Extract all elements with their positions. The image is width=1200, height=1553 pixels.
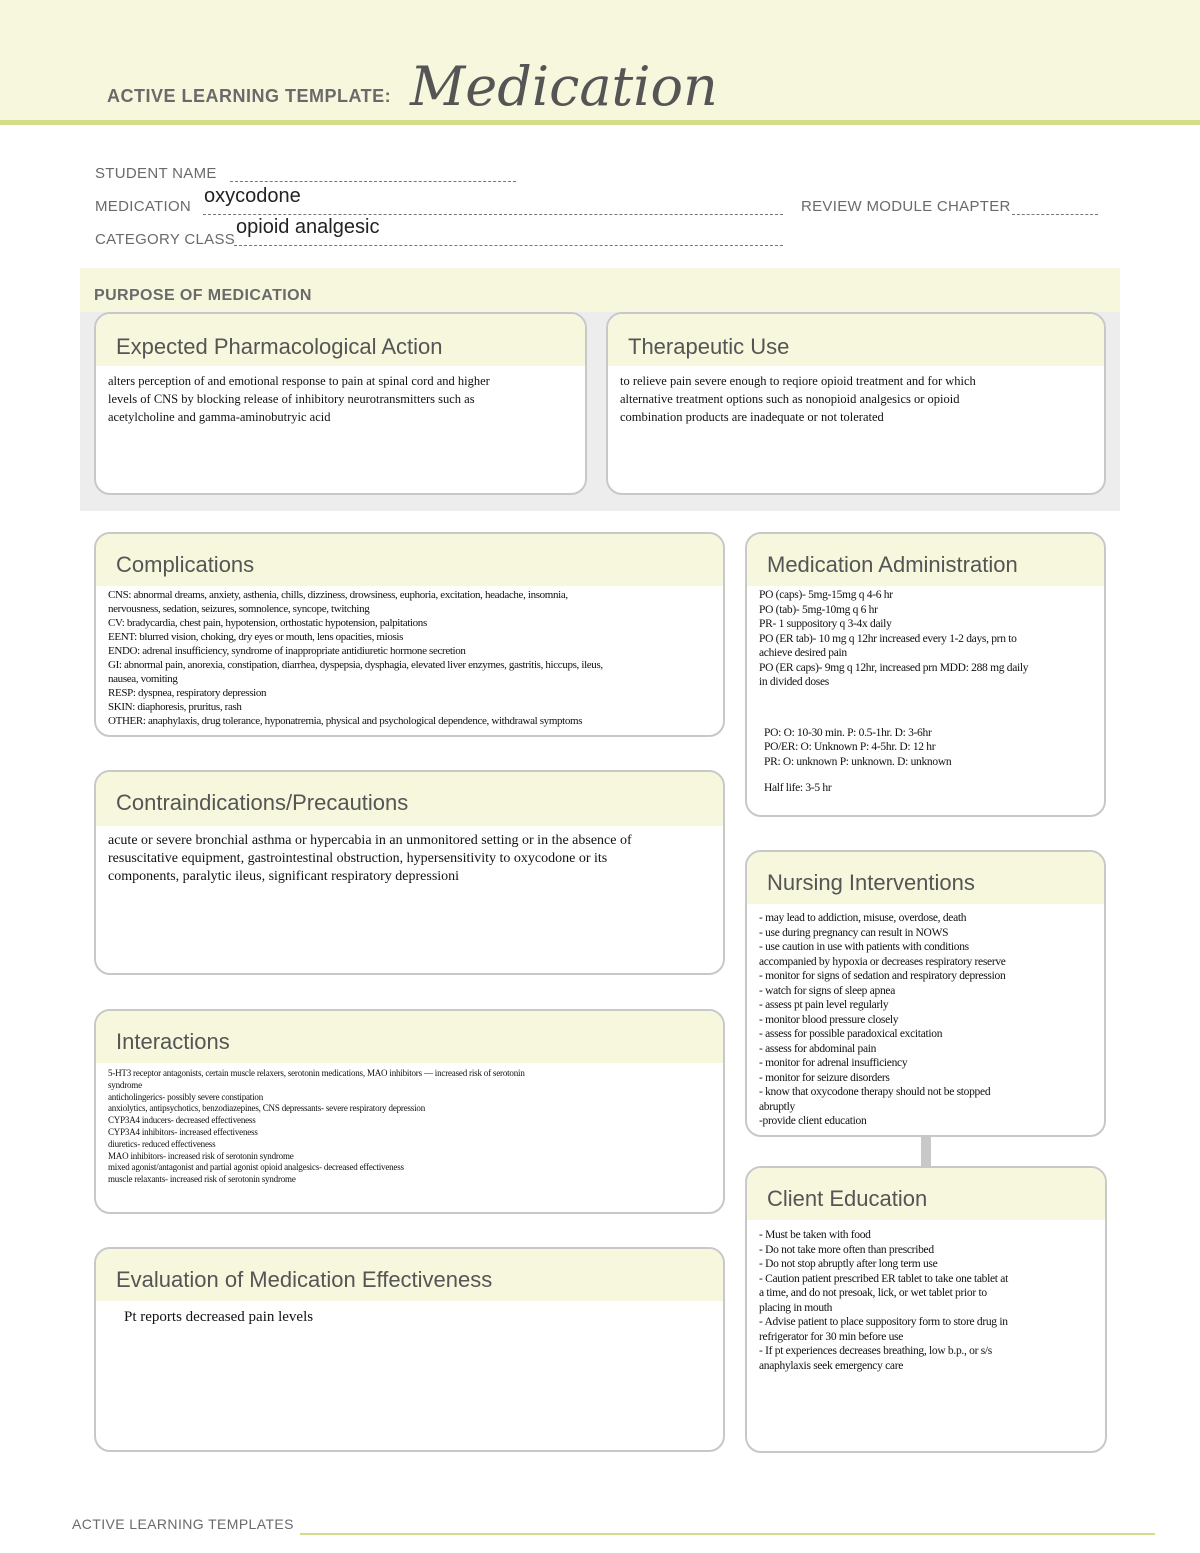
text-line: PR: O: unknown P: unknown. D: unknown xyxy=(764,755,952,768)
section-connector xyxy=(921,1136,931,1166)
text-line: ENDO: adrenal insufficiency, syndrome of inappropriate antidiuretic hormone secretion xyxy=(108,645,466,657)
text-line: - If pt experiences decreases breathing, low b.p., or s/s xyxy=(759,1345,992,1357)
text-line: levels of CNS by blocking release of inhibitory neurotransmitters such as xyxy=(108,392,475,406)
text-line: - assess for possible paradoxical excitation xyxy=(759,1028,943,1040)
text-line: - use caution in use with patients with conditions xyxy=(759,941,969,953)
text-line: Pt reports decreased pain levels xyxy=(124,1309,314,1325)
contraindications-text xyxy=(108,832,713,886)
therapeutic-use-card xyxy=(606,312,1106,495)
text-line: refrigerator for 30 min before use xyxy=(759,1330,904,1343)
complications-title: Complications xyxy=(116,552,255,577)
text-line: SKIN: diaphoresis, pruritus, rash xyxy=(108,701,242,713)
evaluation-text xyxy=(124,1308,713,1326)
complications-text xyxy=(108,588,713,728)
text-line: achieve desired pain xyxy=(759,647,847,659)
spacer xyxy=(759,769,1094,781)
text-line: EENT: blurred vision, choking, dry eyes or mouth, lens opacities, miosis xyxy=(108,631,404,643)
expected-action-title: Expected Pharmacological Action xyxy=(116,334,443,359)
client-education-text xyxy=(759,1228,1095,1373)
text-line: anxiolytics, antipsychotics, benzodiazepines, CNS depressants- severe respiratory depression xyxy=(108,1103,426,1114)
category-class-label: CATEGORY CLASS xyxy=(95,231,236,248)
text-line: - Do not take more often than prescribed xyxy=(759,1243,934,1256)
evaluation-title: Evaluation of Medication Effectiveness xyxy=(116,1267,493,1292)
medication-administration-text xyxy=(759,588,1094,796)
text-line: - assess for abdominal pain xyxy=(759,1042,877,1055)
half-life: Half life: 3-5 hr xyxy=(764,782,832,794)
text-line: CV: bradycardia, chest pain, hypotension, orthostatic hypotension, palpitations xyxy=(108,617,427,629)
text-line: MAO inhibitors- increased risk of serotonin syndrome xyxy=(108,1150,294,1161)
category-class-line xyxy=(234,245,783,246)
expected-action-card xyxy=(94,312,587,495)
text-line: PO (tab)- 5mg-10mg q 6 hr xyxy=(759,603,878,616)
template-title: Medication xyxy=(410,55,718,118)
text-line: combination products are inadequate or not tolerated xyxy=(620,410,884,424)
text-line: CYP3A4 inhibitors- increased effectiveness xyxy=(108,1126,258,1137)
text-line: PO: O: 10-30 min. P: 0.5-1hr. D: 3-6hr xyxy=(764,726,932,739)
text-line: PO (caps)- 5mg-15mg q 4-6 hr xyxy=(759,589,893,601)
review-module-label: REVIEW MODULE CHAPTER xyxy=(801,198,1011,215)
text-line: - Do not stop abruptly after long term use xyxy=(759,1258,938,1270)
medication-administration-title: Medication Administration xyxy=(767,552,1018,577)
category-class-field[interactable]: opioid analgesic xyxy=(236,216,380,238)
text-line: diuretics- reduced effectiveness xyxy=(108,1138,216,1149)
text-line: CNS: abnormal dreams, anxiety, asthenia, chills, dizziness, drowsiness, euphoria, excitation, headache, insomnia, xyxy=(108,589,568,601)
text-line: mixed agonist/antagonist and partial agonist opioid analgesics- decreased effectiveness xyxy=(108,1162,404,1173)
medication-administration-card xyxy=(745,532,1106,817)
text-line: syndrome xyxy=(108,1079,142,1090)
client-education-card xyxy=(745,1166,1107,1453)
text-line: RESP: dyspnea, respiratory depression xyxy=(108,687,267,699)
contraindications-card xyxy=(94,770,725,975)
therapeutic-use-text xyxy=(620,372,1094,426)
text-line: -provide client education xyxy=(759,1115,867,1127)
spacer xyxy=(759,690,1094,708)
text-line: - monitor for signs of sedation and respiratory depression xyxy=(759,970,1006,982)
text-line: PO/ER: O: Unknown P: 4-5hr. D: 12 hr xyxy=(764,741,936,753)
text-line: PO (ER tab)- 10 mg q 12hr increased every 1-2 days, prn to xyxy=(759,632,1017,645)
text-line: - know that oxycodone therapy should not be stopped xyxy=(759,1086,991,1098)
text-line: acetylcholine and gamma-aminobutryic acid xyxy=(108,410,331,424)
medication-field[interactable]: oxycodone xyxy=(204,185,301,207)
spacer xyxy=(759,708,1094,726)
text-line: - Advise patient to place suppository form to store drug in xyxy=(759,1316,1008,1328)
medication-line xyxy=(203,214,783,215)
contraindications-title: Contraindications/Precautions xyxy=(116,790,409,815)
evaluation-card xyxy=(94,1247,725,1452)
text-line: resuscitative equipment, gastrointestinal obstruction, hypersensitivity to oxycodone or its xyxy=(108,851,608,866)
review-module-line xyxy=(1012,214,1098,215)
text-line: abruptly xyxy=(759,1100,795,1113)
text-line: a time, and do not presoak, lick, or wet tablet prior to xyxy=(759,1287,987,1299)
text-line: PR- 1 suppository q 3-4x daily xyxy=(759,618,892,630)
student-name-label: STUDENT NAME xyxy=(95,165,217,182)
interactions-text xyxy=(108,1068,713,1186)
footer-rule xyxy=(300,1533,1155,1535)
medication-label: MEDICATION xyxy=(95,198,192,215)
text-line: - monitor for seizure disorders xyxy=(759,1071,890,1084)
template-label: ACTIVE LEARNING TEMPLATE: xyxy=(107,86,392,106)
text-line: 5-HT3 receptor antagonists, certain muscle relaxers, serotonin medications, MAO inhibitors — increased risk of serotonin xyxy=(108,1068,525,1078)
text-line: nausea, vomiting xyxy=(108,673,178,685)
text-line: muscle relaxants- increased risk of serotonin syndrome xyxy=(108,1174,296,1185)
text-line: accompanied by hypoxia or decreases respiratory reserve xyxy=(759,955,1006,968)
text-line: in divided doses xyxy=(759,676,829,688)
text-line: alternative treatment options such as nonopioid analgesics or opioid xyxy=(620,392,960,406)
text-line: alters perception of and emotional response to pain at spinal cord and higher xyxy=(108,374,490,388)
text-line: nervousness, sedation, seizures, somnolence, syncope, twitching xyxy=(108,603,370,615)
text-line: - may lead to addiction, misuse, overdose, death xyxy=(759,912,967,924)
nursing-interventions-card xyxy=(745,850,1106,1137)
text-line: acute or severe bronchial asthma or hypercabia in an unmonitored setting or in the absence of xyxy=(108,833,632,848)
text-line: anaphylaxis seek emergency care xyxy=(759,1359,904,1372)
text-line: components, paralytic ileus, significant respiratory depressioni xyxy=(108,869,460,884)
therapeutic-use-title: Therapeutic Use xyxy=(628,334,790,359)
client-education-title: Client Education xyxy=(767,1186,928,1211)
text-line: - monitor blood pressure closely xyxy=(759,1013,899,1026)
text-line: - Caution patient prescribed ER tablet to take one tablet at xyxy=(759,1272,1008,1285)
student-name-line xyxy=(230,181,516,182)
text-line: to relieve pain severe enough to reqiore opioid treatment and for which xyxy=(620,374,976,388)
nursing-interventions-text xyxy=(759,911,1094,1129)
text-line: PO (ER caps)- 9mg q 12hr, increased prn MDD: 288 mg daily xyxy=(759,661,1029,674)
text-line: GI: abnormal pain, anorexia, constipation, diarrhea, dyspepsia, dysphagia, elevated liver enzymes, gastritis, hiccups, ileus, xyxy=(108,659,603,671)
expected-action-text xyxy=(108,372,575,426)
complications-card xyxy=(94,532,725,737)
header-rule xyxy=(0,120,1200,125)
text-line: anticholingerics- possibly severe constipation xyxy=(108,1091,264,1102)
text-line: - watch for signs of sleep apnea xyxy=(759,984,896,997)
footer-label: ACTIVE LEARNING TEMPLATES xyxy=(72,1516,294,1532)
purpose-heading: PURPOSE OF MEDICATION xyxy=(94,287,312,304)
text-line: - monitor for adrenal insufficiency xyxy=(759,1057,908,1069)
text-line: - use during pregnancy can result in NOWS xyxy=(759,926,949,939)
text-line: - assess pt pain level regularly xyxy=(759,999,889,1011)
text-line: - Must be taken with food xyxy=(759,1229,871,1241)
interactions-card xyxy=(94,1009,725,1214)
nursing-interventions-title: Nursing Interventions xyxy=(767,870,975,895)
interactions-title: Interactions xyxy=(116,1029,230,1054)
text-line: CYP3A4 inducers- decreased effectiveness xyxy=(108,1115,256,1126)
text-line: placing in mouth xyxy=(759,1301,833,1314)
text-line: OTHER: anaphylaxis, drug tolerance, hyponatremia, physical and psychological dependence, withdrawal symptoms xyxy=(108,715,583,727)
